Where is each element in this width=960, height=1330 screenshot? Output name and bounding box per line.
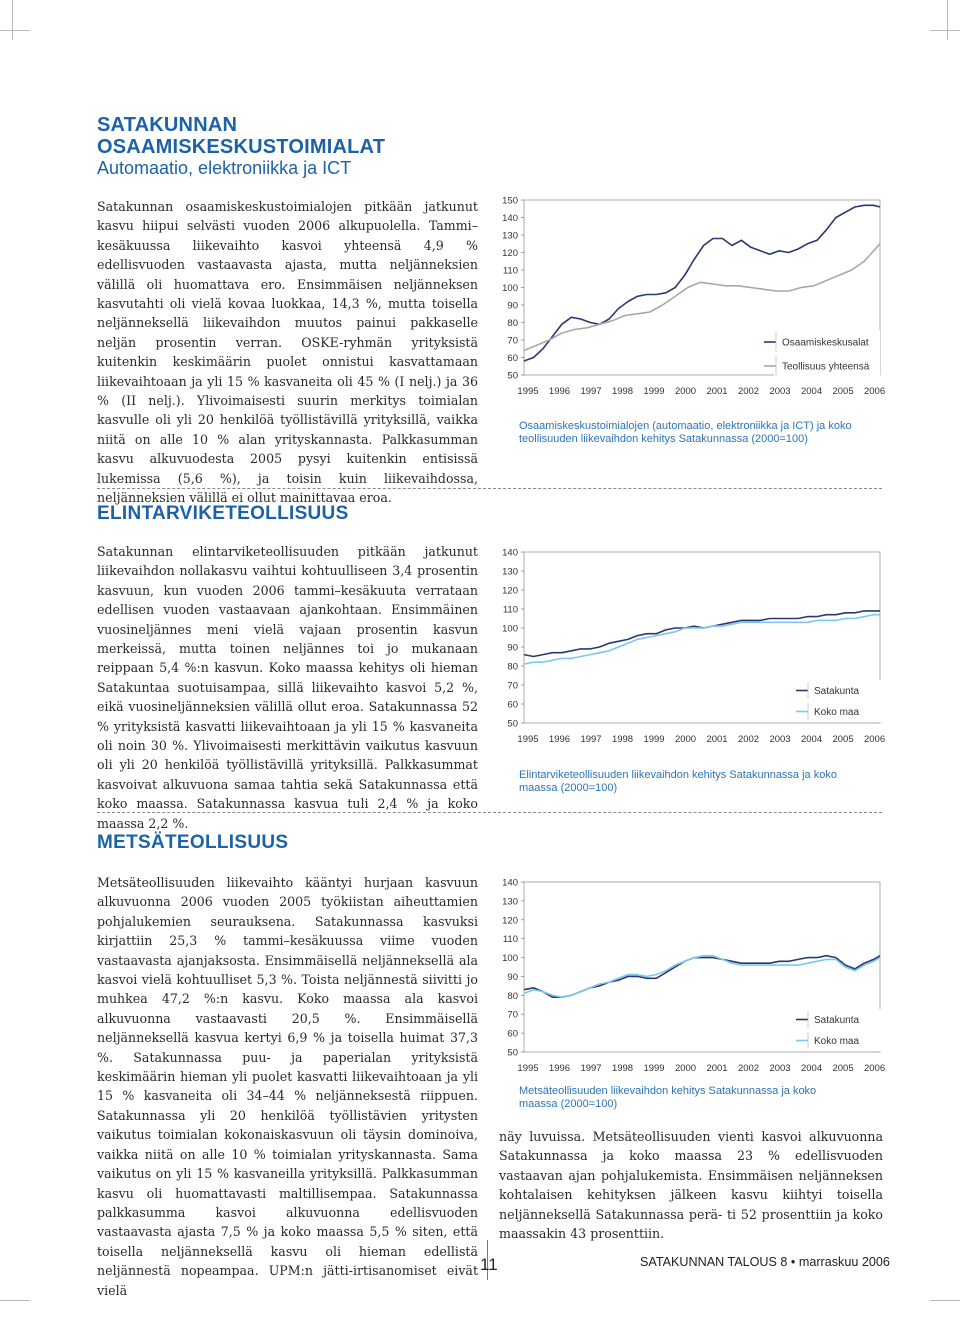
x-tick-label: 2001 <box>706 734 728 745</box>
y-tick-label: 60 <box>507 1028 518 1040</box>
y-tick-label: 120 <box>502 915 518 927</box>
chart-forest-svg <box>492 872 892 1082</box>
y-tick-label: 50 <box>507 1047 518 1059</box>
y-tick-label: 90 <box>507 300 518 312</box>
x-tick-label: 1995 <box>517 1063 539 1074</box>
crop-mark <box>930 30 960 31</box>
x-tick-label: 2005 <box>832 1063 854 1074</box>
x-tick-label: 2003 <box>769 1063 791 1074</box>
x-tick-label: 1997 <box>580 1063 602 1074</box>
x-tick-label: 2004 <box>800 734 823 745</box>
chart-automation <box>492 188 892 408</box>
x-tick-label: 2002 <box>737 386 760 397</box>
legend-label: Osaamiskeskusalat <box>782 337 869 349</box>
y-tick-label: 140 <box>502 547 518 559</box>
x-tick-label: 1998 <box>611 734 634 745</box>
legend-label: Satakunta <box>814 686 860 697</box>
y-tick-label: 90 <box>507 971 518 983</box>
crop-mark <box>947 0 948 40</box>
caption-automation: Osaamiskeskustoimialojen (automaatio, elektroniikka ja ICT) ja koko teollisuuden liikevaihdon kehitys Satakunnassa (2000=100) <box>519 420 852 445</box>
y-tick-label: 70 <box>507 1009 518 1021</box>
x-tick-label: 2001 <box>706 386 728 397</box>
y-tick-label: 110 <box>502 604 518 616</box>
legend-label: Koko maa <box>814 707 860 718</box>
x-tick-label: 1995 <box>517 734 539 745</box>
crop-mark <box>12 0 13 40</box>
section-subtitle-automation: Automaatio, elektroniikka ja ICT <box>97 158 352 178</box>
y-tick-label: 80 <box>507 990 518 1002</box>
chart-food-svg <box>492 540 892 750</box>
body-text-automation: Satakunnan osaamiskeskustoimialojen pitkään jatkunut kasvu hiipui selvästi vuoden 2006 alkupuolella. Tammi–kesäkuussa liikevaihto kasvoi yhteensä 4,9 % edellisvuoden vastaavasta ajasta, mutta neljänneksien välillä oli huomattava ero. Ensimmäisen neljänneksen kasvutahti oli vielä kovaa luokkaa, 14,3 %, mutta toisella neljänneksellä liikevaihdon muutos painui pakkaselle neljän prosentin verran. OSKE-ryhmän yrityksistä kuitenkin keskimäärin puolet onnistui kasvattamaan liikevaihtoaan ja yli 15 % kasvaneita oli 45 % (I nelj.) ja 36 % (II nelj.). Ylivoimaisesti suurin merkitys toimialan kasvulle oli yli 20 henkilöä työllistävillä yrityksillä, vaikka niitä on alle 10 % alan yrityskannasta. Palkkasumman kasvu alkuvuodesta 2005 pysyi kuitenkin entisissä lukemissa (5,6 %), ja toisin kuin liikevaihdossa, neljänneksien välillä ei ollut mainittavaa eroa. <box>97 199 478 506</box>
x-tick-label: 2006 <box>863 734 886 745</box>
crop-mark <box>0 30 30 31</box>
y-tick-label: 50 <box>507 370 518 382</box>
x-tick-label: 1999 <box>643 1063 665 1074</box>
x-tick-label: 2005 <box>832 734 854 745</box>
x-tick-label: 2006 <box>863 386 886 397</box>
x-tick-label: 2003 <box>769 386 791 397</box>
chart-food <box>492 540 892 750</box>
y-tick-label: 150 <box>502 195 518 207</box>
x-tick-label: 2004 <box>800 1063 823 1074</box>
x-tick-label: 1999 <box>643 386 665 397</box>
y-tick-label: 140 <box>502 213 518 224</box>
y-tick-label: 120 <box>502 585 518 597</box>
x-tick-label: 2003 <box>769 734 791 745</box>
series-line-koko-maa <box>524 956 880 998</box>
y-tick-label: 130 <box>502 566 518 578</box>
section-title-automation: SATAKUNNAN OSAAMISKESKUSTOIMIALAT <box>97 114 386 158</box>
chart-forest <box>492 872 892 1082</box>
caption-food: Elintarviketeollisuuden liikevaihdon kehitys Satakunnassa ja koko maassa (2000=100) <box>519 769 837 794</box>
y-tick-label: 100 <box>502 623 518 635</box>
caption-forest: Metsäteollisuuden liikevaihdon kehitys Satakunnassa ja koko maassa (2000=100) <box>519 1085 817 1110</box>
y-tick-label: 130 <box>502 896 518 908</box>
y-tick-label: 80 <box>507 661 518 673</box>
x-tick-label: 1999 <box>643 734 665 745</box>
section-divider <box>97 812 882 813</box>
y-tick-label: 60 <box>507 353 518 364</box>
y-tick-label: 70 <box>507 335 518 347</box>
x-tick-label: 2006 <box>863 1063 886 1074</box>
x-tick-label: 1997 <box>580 386 602 397</box>
y-tick-label: 110 <box>502 265 518 277</box>
x-tick-label: 2000 <box>674 734 697 745</box>
body-text-forest: Metsäteollisuuden liikevaihto kääntyi hurjaan kasvuun alkuvuonna 2006 vuoden 2005 työkiistan aiheuttamien pohjalukemien seurauksena. Satakunnassa kasvuksi kirjattiin 25,3 % tammi–kesäkuussa viime vuoden vastaavasta ajanjaksosta. Ensimmäisellä neljänneksellä ala kasvoi vielä kohtuulliset 5,3 %. Toista neljännestä siivitti jo muhkea 47,2 %:n kasvu. Koko maassa ala kasvoi alkuvuonna vastaavasti 20,5 %. Ensimmäisellä neljänneksellä kasvua kertyi 6,9 % ja toisella huimat 37,3 %. Satakunnassa puu- ja paperialan yrityksistä keskimäärin hieman yli puolet kasvatti liikevaihtoaan ja yli 15 % kasvaneita oli 34–44 % neljänneksestä riippuen. Satakunnassa yli 20 henkilöä työllistävien yritysten vaikutus toimialan kokonaiskasvuun oli täysin dominoiva, vaikka niitä on alle 10 % toimialan yrityskannasta. Sama vaikutus on yli 15 % kasvaneilla yrityksillä. Palkkasumman kasvu oli huomattavasti maltillisempaa. Satakunnassa palkkasumma kasvoi alkuvuonna edellisvuoden vastaavasta ajasta 7,5 % ja koko maassa 5,5 % siten, että toisella neljänneksellä kasvu oli hieman edellistä neljännestä nopeampaa. UPM:n jätti-irtisanomiset eivät vielä <box>97 875 478 1298</box>
y-tick-label: 110 <box>502 934 518 946</box>
y-tick-label: 100 <box>502 283 518 294</box>
y-tick-label: 90 <box>507 642 518 654</box>
body-text-food: Satakunnan elintarviketeollisuuden pitkään jatkunut liikevaihdon nollakasvu vaihtui kohtuulliseen 3,4 prosentin kasvuun, kun vuoden 2006 tammi–kesäkuuta verrataan edellisen vuoden vastaavaan ajankohtaan. Ensimmäinen vuosineljännes meni vielä vajaan prosentin kasvun merkeissä, mutta toinen neljännes toi jo mukanaan reippaan 5,4 %:n kasvun. Koko maassa kehitys oli hieman Satakuntaa suotuisampaa, sillä liikevaihto kasvoi 5,2 %, eikä vuosineljänneksien välillä ollut eroa. Satakunnassa 52 % yrityksistä kasvatti liikevaihtoaan ja yli 15 % kasvaneita oli noin 30 %. Ylivoimaisesti merkittävin vaikutus kasvuun oli yli 20 henkilöä työllistävillä yrityksillä. Palkkasummat kasvoivat alkuvuona samaa tahtia sekä Satakunnassa että koko maassa. Satakunnassa kasvua tuli 2,4 % ja koko maassa 2,2 %. <box>97 544 478 831</box>
x-tick-label: 1998 <box>611 1063 634 1074</box>
x-tick-label: 1998 <box>611 386 634 397</box>
x-tick-label: 2002 <box>737 734 760 745</box>
x-tick-label: 1996 <box>548 734 571 745</box>
x-tick-label: 1995 <box>517 386 539 397</box>
legend-label: Satakunta <box>814 1015 860 1026</box>
section-title-forest: METSÄTEOLLISUUS <box>97 832 289 853</box>
x-tick-label: 2002 <box>737 1063 760 1074</box>
x-tick-label: 2005 <box>832 386 854 397</box>
publication-info: SATAKUNNAN TALOUS 8 • marraskuu 2006 <box>640 1255 890 1269</box>
series-line-satakunta <box>524 611 880 657</box>
chart-automation-svg <box>492 188 892 408</box>
section-divider <box>97 488 882 489</box>
legend-label: Koko maa <box>814 1036 860 1047</box>
crop-mark <box>930 1300 960 1301</box>
x-tick-label: 1996 <box>548 386 571 397</box>
y-tick-label: 100 <box>502 953 518 965</box>
page-number: 11 <box>480 1255 498 1274</box>
x-tick-label: 1996 <box>548 1063 571 1074</box>
y-tick-label: 60 <box>507 699 518 711</box>
y-tick-label: 140 <box>502 877 518 889</box>
x-tick-label: 2000 <box>674 1063 697 1074</box>
y-tick-label: 130 <box>502 230 518 242</box>
legend-label: Teollisuus yhteensä <box>782 361 870 373</box>
series-line-satakunta <box>524 956 880 998</box>
y-tick-label: 70 <box>507 680 518 692</box>
y-tick-label: 80 <box>507 318 518 329</box>
y-tick-label: 50 <box>507 718 518 730</box>
section-title-food: ELINTARVIKETEOLLISUUS <box>97 503 349 524</box>
x-tick-label: 2004 <box>800 386 823 397</box>
x-tick-label: 1997 <box>580 734 602 745</box>
x-tick-label: 2000 <box>674 386 697 397</box>
y-tick-label: 120 <box>502 248 518 259</box>
body-text-forest-continued: näy luvuissa. Metsäteollisuuden vienti kasvoi alkuvuonna Satakunnassa ja koko maassa 23 % edellisvuoden vastaavan ajan pohjalukemista. Ensimmäisen neljänneksen kohtalaisen kehityksen jälkeen kasvu kiihtyi toisella neljänneksellä Satakunnassa perä- ti 52 prosenttiin ja koko maassakin 43 prosenttiin. <box>499 1129 883 1242</box>
x-tick-label: 2001 <box>706 1063 728 1074</box>
series-line-koko-maa <box>524 615 880 664</box>
crop-mark <box>0 1300 30 1301</box>
